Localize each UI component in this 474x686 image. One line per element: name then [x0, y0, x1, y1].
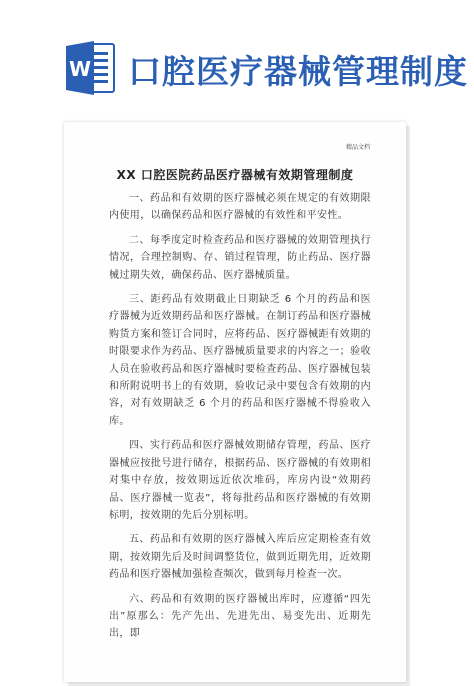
paragraph-3: 三、距药品有效期截止日期缺乏 6 个月的药品和医疗器械为近效期药品和医疗器械。在制订药品和医疗器械购货方案和签订合同时，应将药品、医疗器械距有效期的时限要求作为药品、医疗器械质量要求的内容之一；验收人员在验收药品和医疗器械时要检查药品、医疗器械包装和所附说明书上的有效期，验收记录中要包含有效期的内容，对有效期缺乏 6 个月的药品和医疗器械不得验收入库。 [109, 294, 371, 427]
paragraph-1: 一、药品和有效期的医疗器械必须在规定的有效期限内使用，以确保药品和医疗器械的有效性和平安性。 [109, 193, 371, 222]
word-document-icon [66, 40, 116, 96]
document-body [109, 190, 371, 650]
document-page [64, 122, 406, 682]
paragraph-5: 五、药品和有效期的医疗器械入库后应定期检查有效期，按效期先后及时间调整货位，做到近期先用，近效期药品和医疗器械加强检查频次，做到每月检查一次。 [109, 534, 371, 581]
header-note: 精品文档 [345, 144, 370, 151]
banner [0, 0, 474, 108]
banner-title: 口腔医疗器械管理制度 [128, 52, 468, 91]
svg-text:W: W [68, 57, 92, 81]
paragraph-2: 二、每季度定时检查药品和医疗器械的效期管理执行情况，合理控制购、存、销过程管理，防止药品、医疗器械过期失效，确保药品、医疗器械质量。 [109, 234, 371, 281]
paragraph-4: 四、实行药品和医疗器械效期储存管理，药品、医疗器械应按批号进行储存，根据药品、医疗器械的有效期相对集中存放，按效期远近依次堆码，库房内设“效期药品、医疗器械一览表”，将每批药品和医疗器械的有效期标明，按效期的先后分别标明。 [109, 440, 371, 521]
paragraph-6: 六、药品和有效期的医疗器械出库时，应遵循“四先出”原那么：先产先出、先进先出、易变先出、近期先出，即 [109, 593, 371, 640]
document-title: XX 口腔医院药品医疗器械有效期管理制度 [116, 168, 354, 182]
